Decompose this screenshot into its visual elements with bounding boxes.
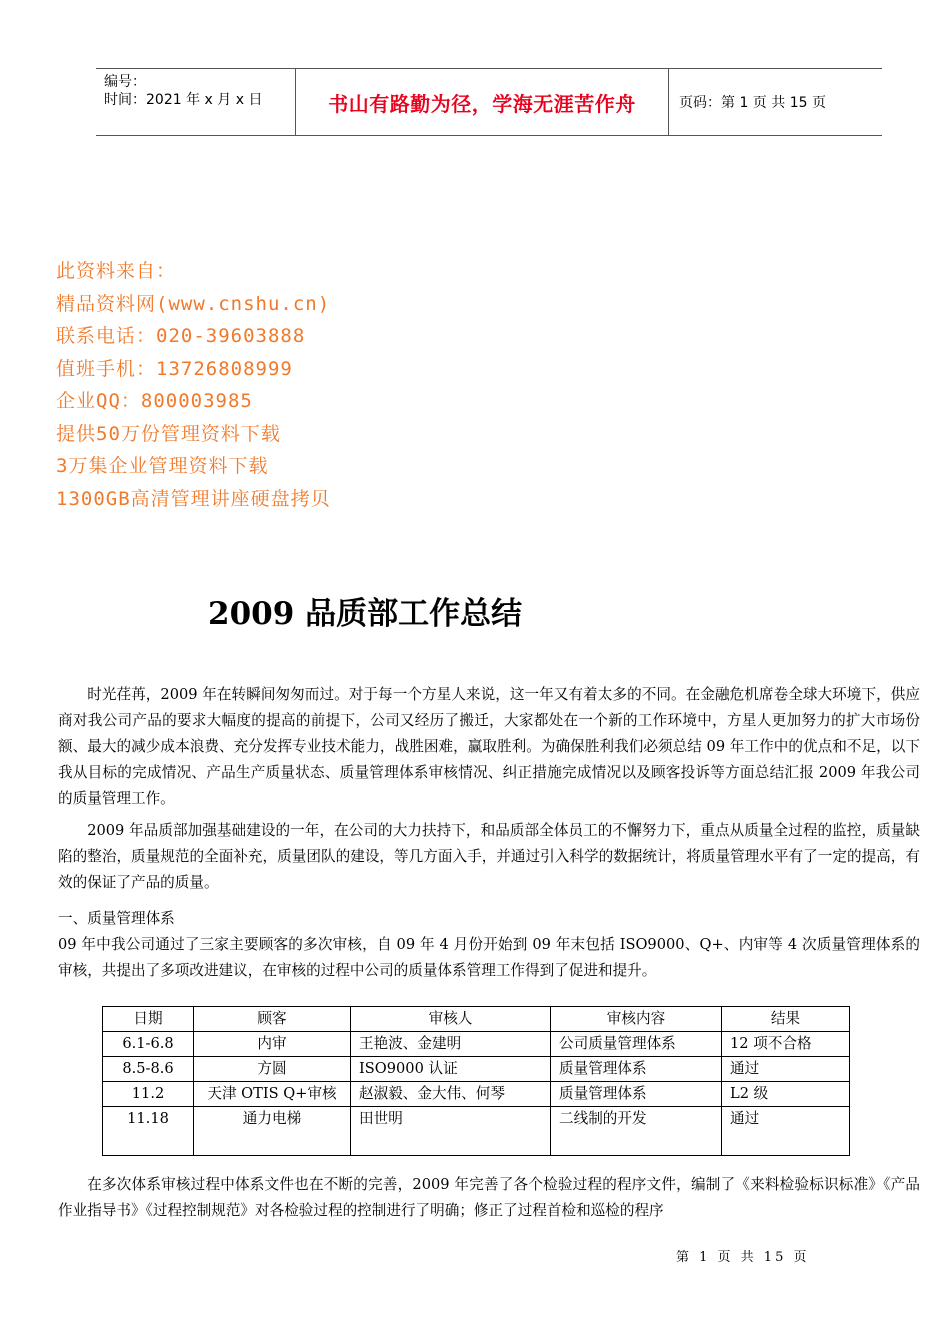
table-cell: 8.5-8.6 (103, 1057, 194, 1082)
table-cell: 天津 OTIS Q+审核 (194, 1082, 351, 1107)
promo-line: 值班手机：13726808999 (56, 357, 293, 380)
table-cell: 通过 (722, 1057, 850, 1082)
header-cell: 审核人 (351, 1007, 551, 1032)
table-cell: ISO9000 认证 (351, 1057, 551, 1082)
paragraph-text: 在多次体系审核过程中体系文件也在不断的完善，2009 年完善了各个检验过程的程序文件，编制了《来料检验标识标准》《产品作业指导书》《过程控制规范》对各检验过程的控制进行了明确；修正了过程首检和巡检的程序 (58, 1176, 920, 1219)
header-cell: 审核内容 (551, 1007, 722, 1032)
table-cell: 赵淑毅、金大伟、何琴 (351, 1082, 551, 1107)
header-cell: 结果 (722, 1007, 850, 1032)
table-cell: 质量管理体系 (551, 1057, 722, 1082)
promo-block (56, 255, 331, 515)
table-cell: 11.2 (103, 1082, 194, 1107)
table-cell: L2 级 (722, 1082, 850, 1107)
table-cell: 通过 (722, 1107, 850, 1156)
promo-line: 1300GB高清管理讲座硬盘拷贝 (56, 487, 331, 510)
promo-line: 提供50万份管理资料下载 (56, 422, 281, 445)
table-cell: 二线制的开发 (551, 1107, 722, 1156)
summary-paragraph (58, 818, 920, 896)
audit-table (102, 1006, 850, 1156)
promo-line: 此资料来自： (56, 260, 177, 282)
table-cell: 田世明 (351, 1107, 551, 1156)
table-cell: 公司质量管理体系 (551, 1032, 722, 1057)
section-heading: 一、质量管理体系 (58, 910, 175, 927)
table-cell: 12 项不合格 (722, 1032, 850, 1057)
table-cell: 6.1-6.8 (103, 1032, 194, 1057)
quality-system-section (58, 906, 920, 984)
documentation-paragraph (58, 1172, 920, 1224)
table-row (103, 1057, 850, 1082)
table-cell: 方圆 (194, 1057, 351, 1082)
table-cell: 11.18 (103, 1107, 194, 1156)
header-page-number: 页码：第 1 页 共 15 页 (679, 95, 826, 111)
header-cell: 顾客 (194, 1007, 351, 1032)
intro-paragraph (58, 682, 920, 812)
number-label: 编号： (104, 74, 146, 90)
header-meta (96, 69, 295, 135)
page-footer: 第 1 页 共 15 页 (676, 1250, 810, 1265)
table-cell: 通力电梯 (194, 1107, 351, 1156)
header-motto: 书山有路勤为径，学海无涯苦作舟 (295, 69, 669, 135)
document-title: 2009 品质部工作总结 (208, 596, 523, 632)
table-row (103, 1107, 850, 1156)
table-row (103, 1082, 850, 1107)
header-cell: 日期 (103, 1007, 194, 1032)
table-cell: 王艳波、金建明 (351, 1032, 551, 1057)
promo-line: 联系电话：020-39603888 (56, 325, 306, 347)
promo-line: 精品资料网(www.cnshu.cn) (56, 292, 331, 315)
section-text: 09 年中我公司通过了三家主要顾客的多次审核，自 09 年 4 月份开始到 09 年末包括 ISO9000、Q+、内审等 4 次质量管理体系的审核，共提出了多项改进建议，在审核的过程中公司的质量体系管理工作得到了促进和提升。 (58, 936, 920, 979)
time-label: 时间：2021 年 x 月 x 日 (104, 92, 263, 108)
table-header-row (103, 1007, 850, 1032)
promo-line: 企业QQ：800003985 (56, 390, 253, 412)
table-cell: 质量管理体系 (551, 1082, 722, 1107)
promo-line: 3万集企业管理资料下载 (56, 455, 269, 477)
table-row (103, 1032, 850, 1057)
paragraph-text: 2009 年品质部加强基础建设的一年，在公司的大力扶持下，和品质部全体员工的不懈努力下，重点从质量全过程的监控，质量缺陷的整治，质量规范的全面补充，质量团队的建设，等几方面入手，并通过引入科学的数据统计，将质量管理水平有了一定的提高，有效的保证了产品的质量。 (58, 822, 920, 891)
page-header (96, 68, 882, 136)
table-cell: 内审 (194, 1032, 351, 1057)
paragraph-text: 时光荏苒，2009 年在转瞬间匆匆而过。对于每一个方星人来说，这一年又有着太多的不同。在金融危机席卷全球大环境下，供应商对我公司产品的要求大幅度的提高的前提下，公司又经历了搬迁，大家都处在一个新的工作环境中，方星人更加努力的扩大市场份额、最大的减少成本浪费、充分发挥专业技术能力，战胜困难，赢取胜利。为确保胜利我们必须总结 09 年工作中的优点和不足，以下我从目标的完成情况、产品生产质量状态、质量管理体系审核情况、纠正措施完成情况以及顾客投诉等方面总结汇报 2009 年我公司的质量管理工作。 (58, 686, 920, 807)
